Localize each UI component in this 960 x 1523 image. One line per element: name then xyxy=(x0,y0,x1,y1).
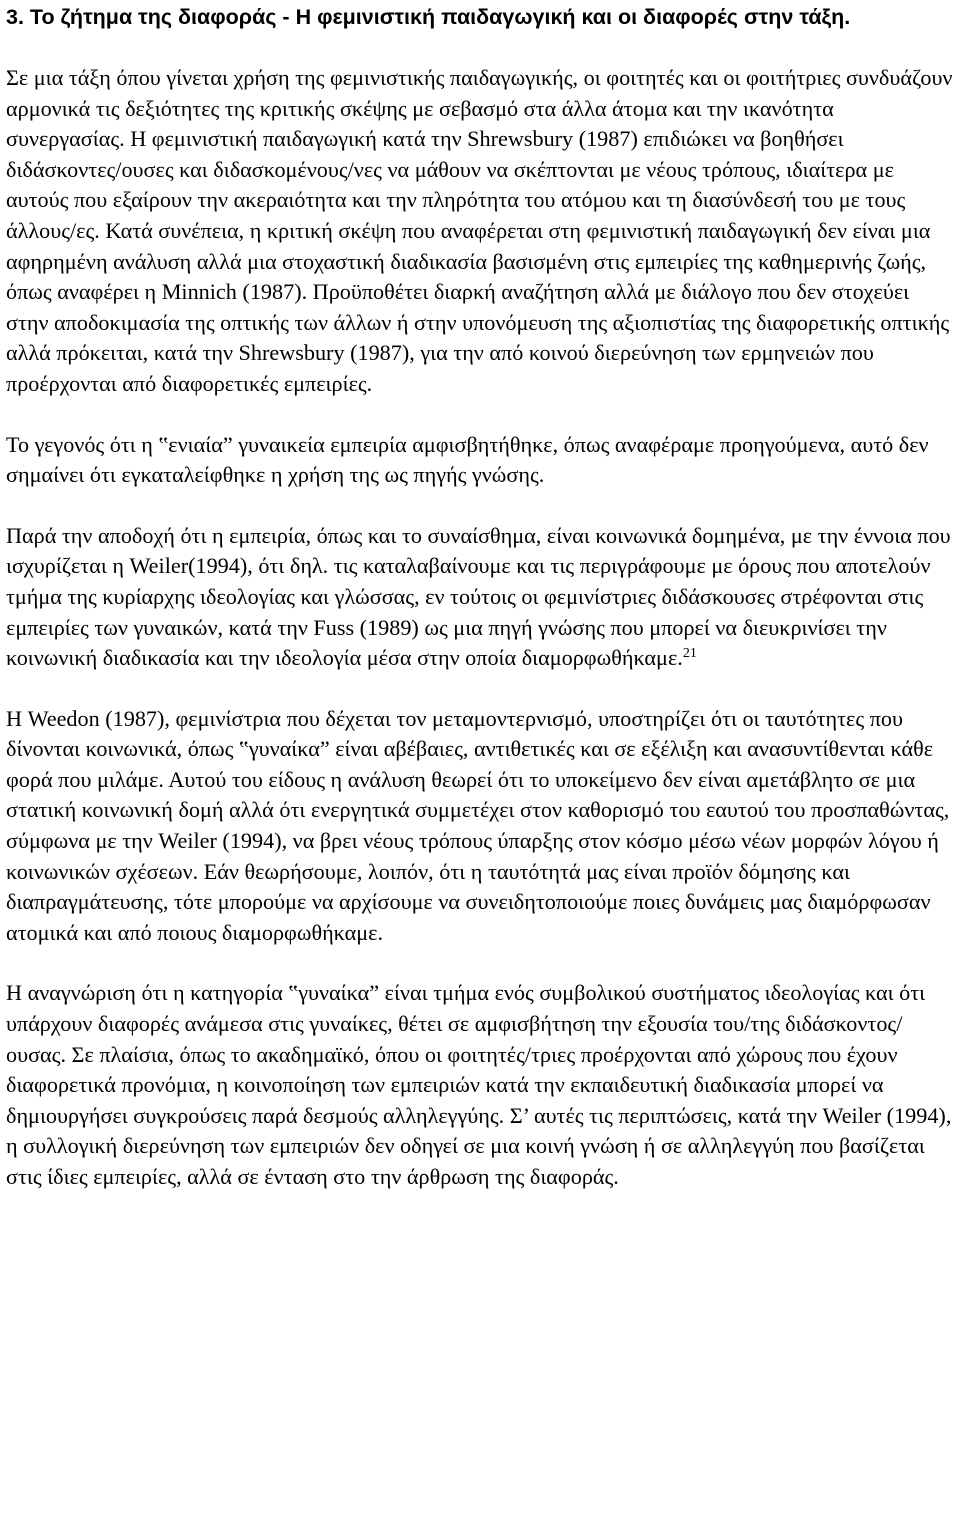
paragraph-4: Η Weedon (1987), φεμινίστρια που δέχεται τον μεταμοντερνισμό, υποστηρίζει ότι οι ταυτότητες που δίνονται κοινωνικά, όπως ‟γυναίκα” είναι αβέβαιες, αντιθετικές και σε εξέλιξη και ανασυντίθενται κάθε φορά που μιλάμε. Αυτού του είδους η ανάλυση θεωρεί ότι το υποκείμενο δεν είναι αμετάβλητο σε μια στατική κοινωνική δομή αλλά ότι ενεργητικά συμμετέχει στον καθορισμό του εαυτού του προσπαθώντας, σύμφωνα με την Weiler (1994), να βρει νέους τρόπους ύπαρξης στον κόσμο μέσω νέων μορφών λόγου ή κοινωνικών σχέσεων. Εάν θεωρήσουμε, λοιπόν, ότι η ταυτότητά μας είναι προϊόν δόμησης και διαπραγμάτευσης, τότε μπορούμε να αρχίσουμε να συνειδητοποιούμε ποιες δυνάμεις μας διαμόρφωσαν ατομικά και από ποιους διαμορφωθήκαμε. xyxy=(6,705,950,945)
paragraph-5: Η αναγνώριση ότι η κατηγορία ‟γυναίκα” είναι τμήμα ενός συμβολικού συστήματος ιδεολογίας και ότι υπάρχουν διαφορές ανάμεσα στις γυναίκες, θέτει σε αμφισβήτηση την εξουσία του/της διδάσκοντος/ουσας. Σε πλαίσια, όπως το ακαδημαϊκό, όπου οι φοιτητές/τριες προέρχονται από χώρους που έχουν διαφορετικά προνόμια, η κοινοποίηση των εμπειριών κατά την εκπαιδευτική διαδικασία μπορεί να δημιουργήσει συγκρούσεις παρά δεσμούς αλληλεγγύης. Σ’ αυτές τις περιπτώσεις, κατά την Weiler (1994), η συλλογική διερεύνηση των εμπειριών δεν οδηγεί σε μια κοινή γνώση ή σε αλληλεγγύη που βασίζεται στις ίδιες εμπειρίες, αλλά σε ένταση στο την άρθρωση της διαφοράς. xyxy=(6,980,952,1189)
paragraph-2: Το γεγονός ότι η ‟ενιαία” γυναικεία εμπειρία αμφισβητήθηκε, όπως αναφέραμε προηγούμενα, αυτό δεν σημαίνει ότι εγκαταλείφθηκε η χρήση της ως πηγής γνώσης. xyxy=(6,431,929,488)
paragraph-1: Σε μια τάξη όπου γίνεται χρήση της φεμινιστικής παιδαγωγικής, οι φοιτητές και οι φοιτήτριες συνδυάζουν αρμονικά τις δεξιότητες της κριτικής σκέψης με σεβασμό στα άλλα άτομα και την ικανότητα συνεργασίας. Η φεμινιστική παιδαγωγική κατά την Shrewsbury (1987) επιδιώκει να βοηθήσει διδάσκοντες/ουσες και διδασκομένους/νες να μάθουν να σκέπτονται με νέους τρόπους, ιδιαίτερα με αυτούς που εξαίρουν την ακεραιότητα και την πληρότητα του ατόμου και τη διασύνδεσή του με τους άλλους/ες. Κατά συνέπεια, η κριτική σκέψη που αναφέρεται στη φεμινιστική παιδαγωγική δεν είναι μια αφηρημένη ανάλυση αλλά μια στοχαστική διαδικασία βασισμένη στις εμπειρίες της καθημερινής ζωής, όπως αναφέρει η Minnich (1987). Προϋποθέτει διαρκή αναζήτηση αλλά με διάλογο που δεν στοχεύει στην αποδοκιμασία της οπτικής των άλλων ή στην υπονόμευση της αξιοπιστίας της διαφορετικής οπτικής αλλά πρόκειται, κατά την Shrewsbury (1987), για την από κοινού διερεύνηση των ερμηνειών που προέρχονται από διαφορετικές εμπειρίες. xyxy=(6,65,953,396)
paragraph-3 xyxy=(6,521,954,674)
section-heading: 3. Το ζήτημα της διαφοράς - Η φεμινιστική παιδαγωγική και οι διαφορές στην τάξη. xyxy=(6,5,851,29)
footnote-marker[interactable]: 21 xyxy=(682,646,697,662)
paragraph-3-text: Παρά την αποδοχή ότι η εμπειρία, όπως και το συναίσθημα, είναι κοινωνικά δομημένα, με την έννοια που ισχυρίζεται η Weiler(1994), ότι δηλ. τις καταλαβαίνουμε και τις περιγράφουμε με όρους που αποτελούν τμήμα της κυρίαρχης ιδεολογίας και γλώσσας, εν τούτοις οι φεμινίστριες διδάσκουσες στρέφονται στις εμπειρίες των γυναικών, κατά την Fuss (1989) ως μια πηγή γνώσης που μπορεί να διευκρινίσει την κοινωνική διαδικασία και την ιδεολογία μέσα στην οποία διαμορφωθήκαμε. xyxy=(6,522,951,671)
